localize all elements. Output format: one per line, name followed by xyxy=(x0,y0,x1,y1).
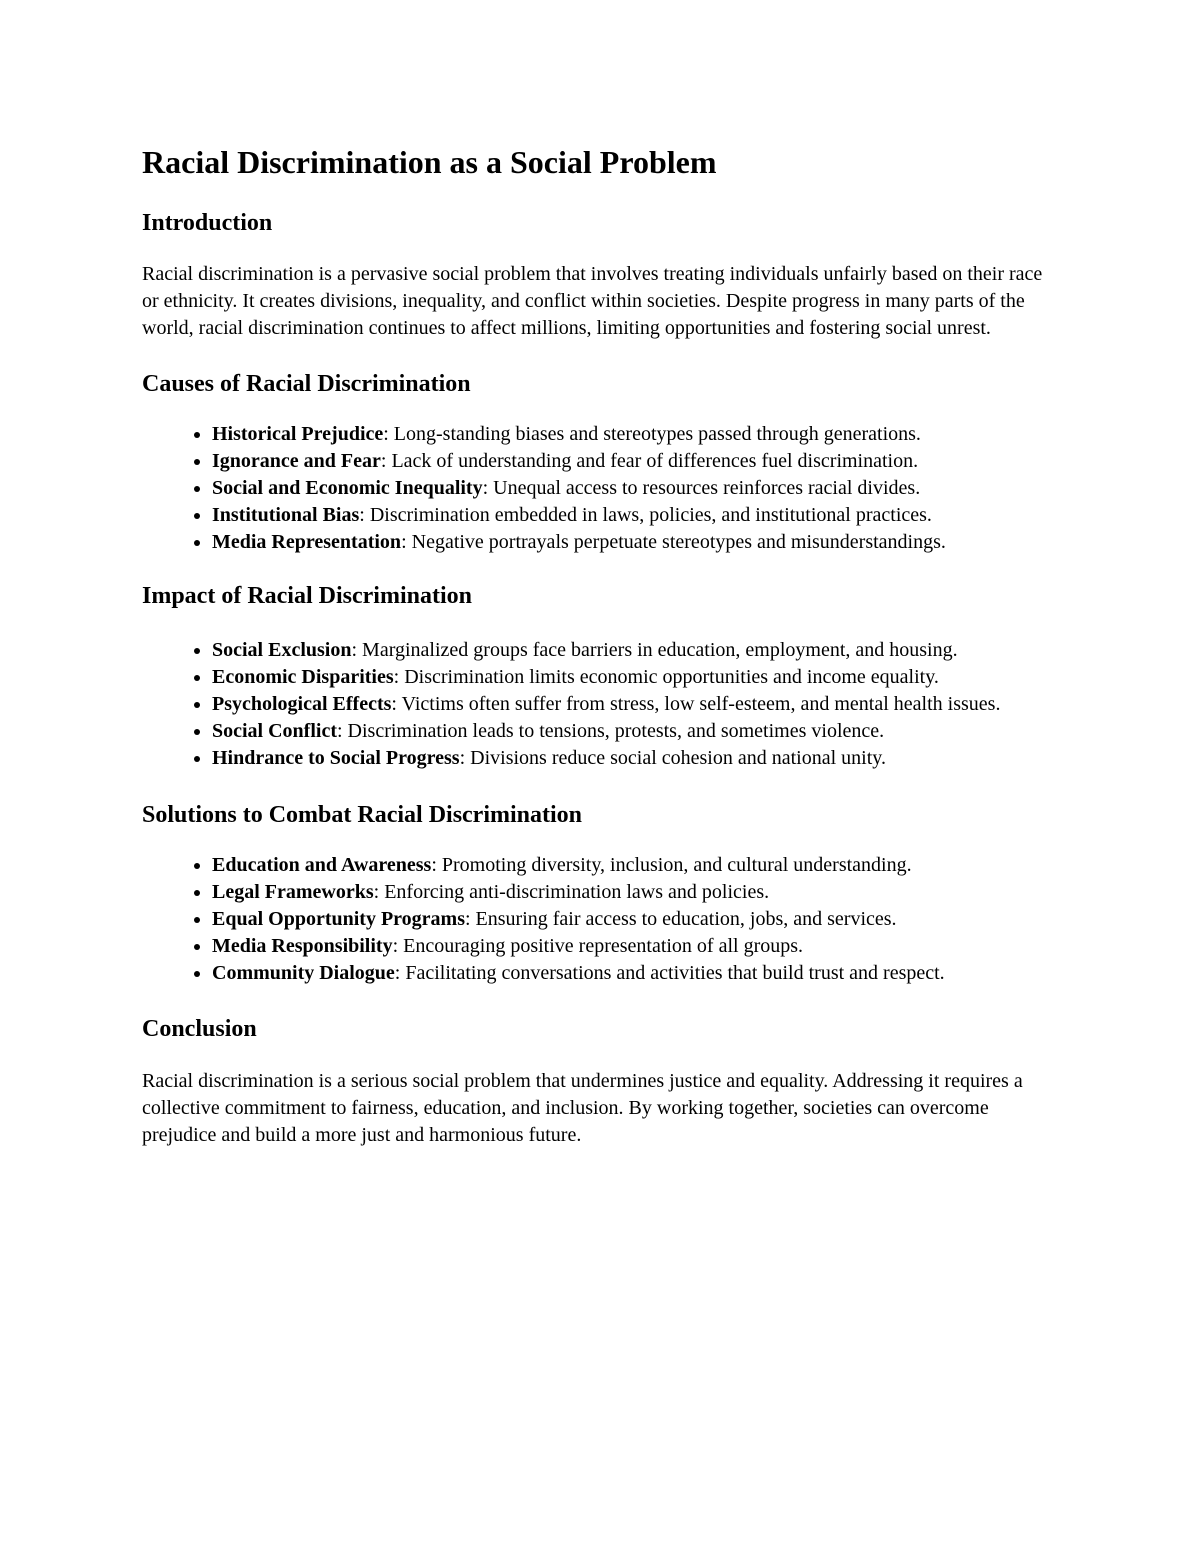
list-item xyxy=(212,421,1060,448)
document-title: Racial Discrimination as a Social Problem xyxy=(142,144,717,180)
item-description: : Facilitating conversations and activities that build trust and respect. xyxy=(394,962,945,984)
solutions-list xyxy=(142,852,1060,987)
item-description: : Discrimination embedded in laws, policies, and institutional practices. xyxy=(359,504,932,526)
list-item xyxy=(212,502,1060,529)
item-term: Social Exclusion xyxy=(212,639,352,661)
item-description: : Encouraging positive representation of all groups. xyxy=(392,935,804,957)
item-description: : Enforcing anti-discrimination laws and policies. xyxy=(373,881,770,903)
item-description: : Marginalized groups face barriers in education, employment, and housing. xyxy=(351,639,958,661)
list-item xyxy=(212,637,1060,664)
list-item xyxy=(212,879,1060,906)
causes-heading: Causes of Racial Discrimination xyxy=(142,371,471,397)
item-description: : Negative portrayals perpetuate stereotypes and misunderstandings. xyxy=(401,531,946,553)
list-item xyxy=(212,448,1060,475)
list-item xyxy=(212,933,1060,960)
introduction-paragraph: Racial discrimination is a pervasive social problem that involves treating individuals unfairly based on their race or ethnicity. It creates divisions, inequality, and conflict within societies. Despite progress in many parts of the world, racial discrimination continues to affect millions, limiting opportunities and fostering social unrest. xyxy=(142,263,1043,339)
item-description: : Lack of understanding and fear of differences fuel discrimination. xyxy=(380,450,919,472)
list-item xyxy=(212,906,1060,933)
list-item xyxy=(212,852,1060,879)
item-term: Psychological Effects xyxy=(212,693,392,715)
introduction-heading: Introduction xyxy=(142,210,273,236)
item-description: : Discrimination leads to tensions, protests, and sometimes violence. xyxy=(337,720,885,742)
item-term: Media Responsibility xyxy=(212,935,393,957)
item-description: : Long-standing biases and stereotypes passed through generations. xyxy=(383,423,921,445)
item-term: Historical Prejudice xyxy=(212,423,384,445)
conclusion-paragraph: Racial discrimination is a serious social problem that undermines justice and equality. Addressing it requires a collective commitment to fairness, education, and inclusion. By working together, societies can overcome prejudice and build a more just and harmonious future. xyxy=(142,1070,1023,1146)
impact-heading: Impact of Racial Discrimination xyxy=(142,583,472,609)
item-term: Legal Frameworks xyxy=(212,881,374,903)
item-term: Media Representation xyxy=(212,531,402,553)
item-term: Institutional Bias xyxy=(212,504,360,526)
item-term: Equal Opportunity Programs xyxy=(212,908,465,930)
list-item xyxy=(212,718,1060,745)
list-item xyxy=(212,529,1060,556)
item-description: : Ensuring fair access to education, jobs, and services. xyxy=(465,908,897,930)
item-term: Education and Awareness xyxy=(212,854,432,876)
item-term: Community Dialogue xyxy=(212,962,395,984)
item-description: : Victims often suffer from stress, low self-esteem, and mental health issues. xyxy=(391,693,1001,715)
list-item xyxy=(212,475,1060,502)
item-term: Economic Disparities xyxy=(212,666,394,688)
list-item xyxy=(212,691,1060,718)
list-item xyxy=(212,664,1060,691)
impact-list xyxy=(142,637,1060,772)
list-item xyxy=(212,745,1060,772)
list-item xyxy=(212,960,1060,987)
item-description: : Divisions reduce social cohesion and national unity. xyxy=(459,747,886,769)
item-term: Social Conflict xyxy=(212,720,337,742)
item-term: Hindrance to Social Progress xyxy=(212,747,460,769)
item-description: : Discrimination limits economic opportunities and income equality. xyxy=(393,666,939,688)
item-description: : Promoting diversity, inclusion, and cultural understanding. xyxy=(431,854,912,876)
item-term: Social and Economic Inequality xyxy=(212,477,483,499)
conclusion-heading: Conclusion xyxy=(142,1016,257,1042)
item-term: Ignorance and Fear xyxy=(212,450,381,472)
item-description: : Unequal access to resources reinforces racial divides. xyxy=(482,477,921,499)
causes-list xyxy=(142,421,1060,556)
solutions-heading: Solutions to Combat Racial Discrimination xyxy=(142,802,583,828)
